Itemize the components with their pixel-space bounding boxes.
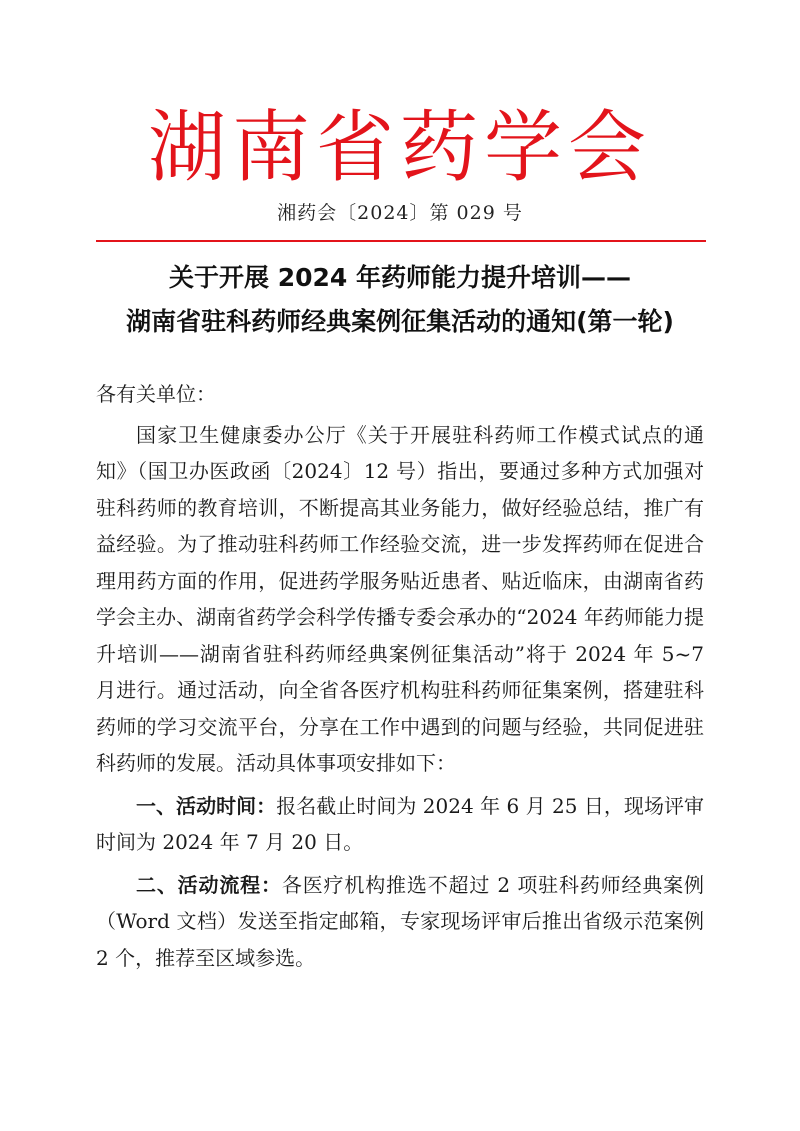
salutation: 各有关单位：	[96, 382, 216, 406]
section-activity-process-text: 各医疗机构推选不超过 2 项驻科药师经典案例（Word 文档）发送至指定邮箱，专家现场评审后推出省级示范案例 2 个，推荐至区域参选。	[96, 872, 704, 970]
red-divider-line	[96, 240, 706, 242]
section-activity-time-text: 报名截止时间为 2024 年 6 月 25 日，现场评审时间为 2024 年 7 月 20 日。	[96, 793, 704, 854]
document-number: 湘药会〔2024〕第 029 号	[277, 202, 523, 224]
section-activity-process	[96, 867, 704, 977]
org-name-header: 湖南省药学会	[147, 103, 652, 193]
title-line-2: 湖南省驻科药师经典案例征集活动的通知(第一轮)	[126, 307, 674, 336]
document-body	[96, 376, 704, 976]
section-activity-time-heading: 一、活动时间：	[136, 793, 277, 818]
title-line-1: 关于开展 2024 年药师能力提升培训——	[169, 263, 631, 292]
section-activity-process-heading: 二、活动流程：	[136, 872, 282, 897]
intro-paragraph: 国家卫生健康委办公厅《关于开展驻科药师工作模式试点的通知》（国卫办医政函〔2024〕12 号）指出，要通过多种方式加强对驻科药师的教育培训，不断提高其业务能力，做好经验总结，推广有益经验。为了推动驻科药师工作经验交流，进一步发挥药师在促进合理用药方面的作用，促进药学服务贴近患者、贴近临床，由湖南省药学会主办、湖南省药学会科学传播专委会承办的“2024 年药师能力提升培训——湖南省驻科药师经典案例征集活动”将于 2024 年 5~7 月进行。通过活动，向全省各医疗机构驻科药师征集案例，搭建驻科药师的学习交流平台，分享在工作中遇到的问题与经验，共同促进驻科药师的发展。活动具体事项安排如下：	[96, 422, 704, 775]
section-activity-time	[96, 788, 704, 861]
document-title	[0, 256, 800, 344]
